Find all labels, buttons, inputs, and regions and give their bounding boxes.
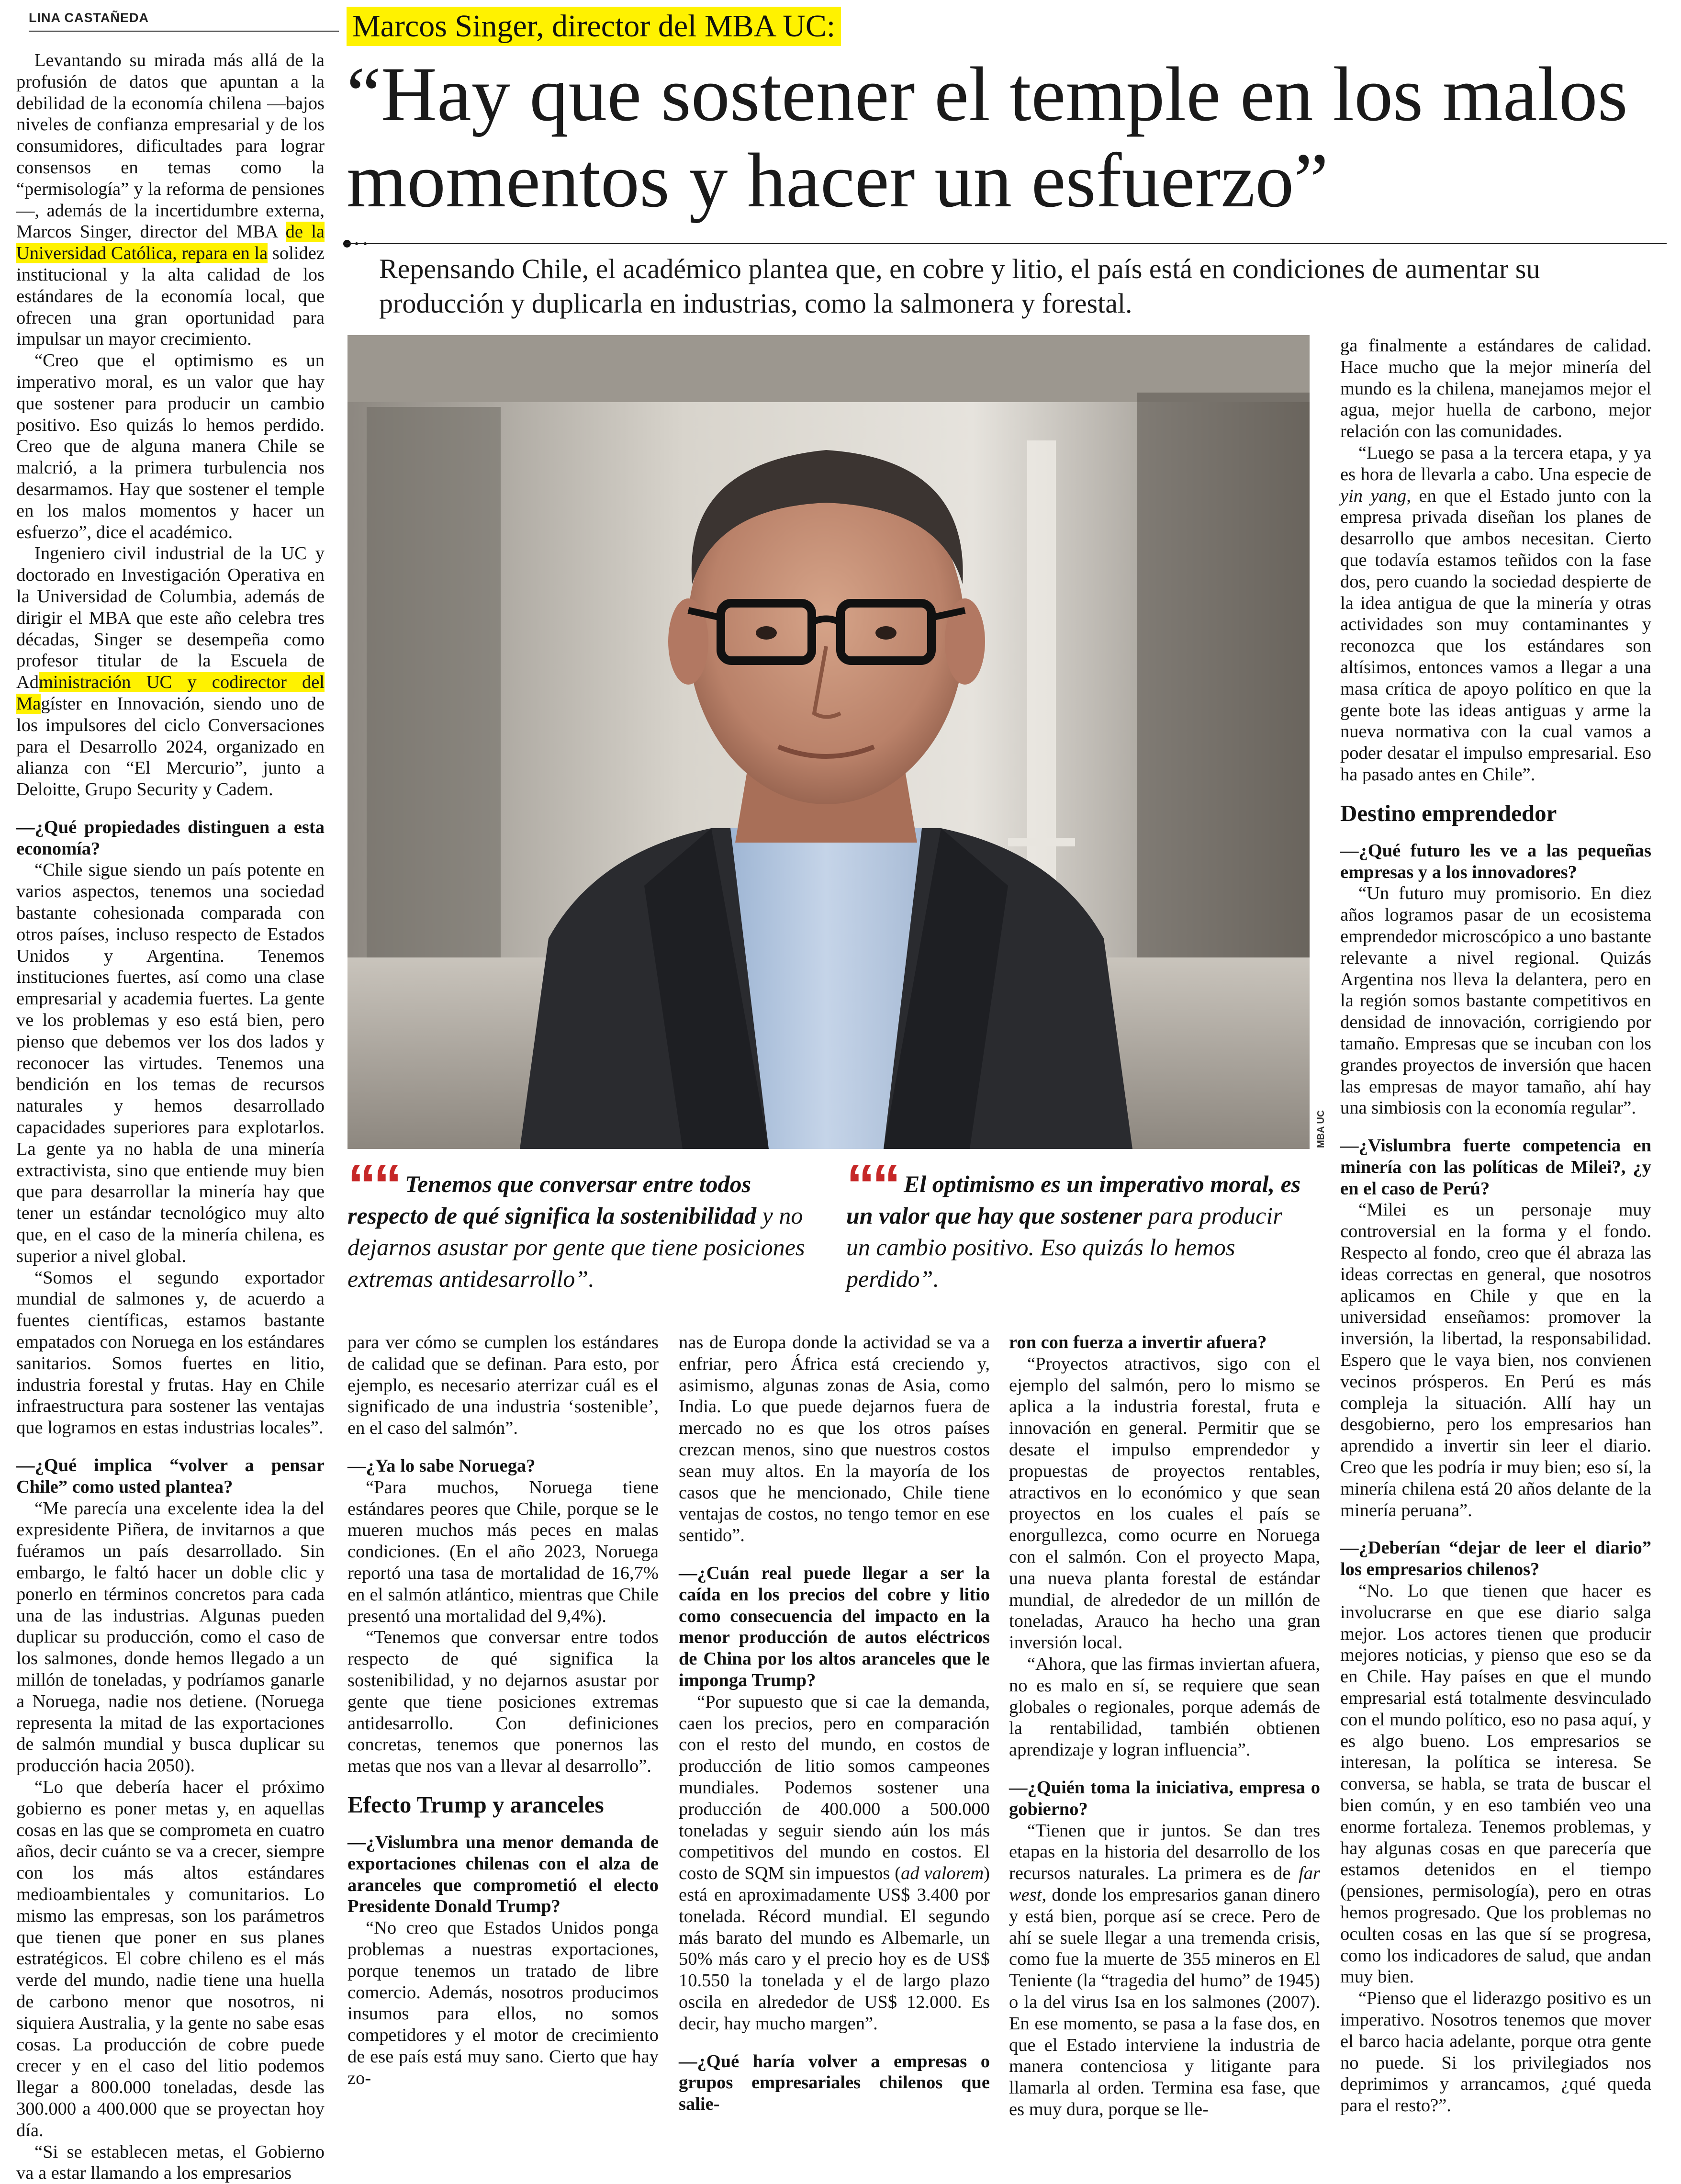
paragraph: “Proyectos atractivos, sigo con el ejemplo del salmón, pero lo mismo se aplica a la industria forestal, fruta e innovación en general. Permitir que se desate el impulso emprendedor y propuestas de proyectos rentables, atractivos en lo económico y que sean proyectos en los cuales el país se enorgullezca, como ocurre en Noruega con el salmón. Con el proyecto Mapa, una nueva planta forestal de estándar mundial, de alrededor de un millón de toneladas, Arauco ha hecho una gran inversión local. — [1009, 1353, 1320, 1654]
question: —¿Vislumbra una menor demanda de exportaciones chilenas con el alza de aranceles que comprometió el electo Presidente Donald Trump? — [347, 1832, 659, 1917]
paragraph: nas de Europa donde la actividad se va a enfriar, pero África está creciendo y, asimismo, algunas zonas de Asia, como India. Lo que puede dejarnos fuera de mercado no es que los otros países crezcan menos, sino que nuestros costos sean muy altos. En la mayoría de los casos que he mencionado, Chile tiene ventajas de costos, no tengo temor en ese sentido”. — [679, 1332, 990, 1546]
pull-quote-2 — [846, 1168, 1306, 1295]
paragraph — [16, 50, 325, 350]
pull-quote-2-rest: para producir un cambio positivo. Eso quizás lo hemos perdido”. — [846, 1202, 1282, 1292]
text-run: Levantando su mirada más allá de la profusión de datos que apuntan a la debilidad de la economía chilena —bajos niveles de confianza empresarial y de los consumidores, dificultades para lograr consensos en temas como la “permisología” y la reforma de pensiones—, además de la incertidumbre externa, Marcos Singer, director del MBA — [16, 50, 325, 242]
column-4 — [1009, 1332, 1320, 2079]
text-run: solidez institucional y la alta calidad de los estándares de la economía local, que ofrecen una gran oportunidad para impulsar un mayor crecimiento. — [16, 243, 325, 349]
column-5 — [1340, 335, 1651, 2080]
question: —¿Qué propiedades distinguen a esta economía? — [16, 817, 325, 860]
text-run: , donde los empresarios ganan dinero y está bien, porque así se crece. Pero de ahí se suele llegar a una tremenda crisis, como fue la muerte de 355 mineros en El Teniente (la “tragedia del humo” de 1945) o la del virus Isa en los salmones (2007). En ese momento, se pasa a la fase dos, en que el Estado interviene la industria de manera contenciosa y litigante para llamarla al orden. Termina esa fase, que es muy dura, porque se lle- — [1009, 1885, 1320, 2119]
pull-quote-1-rest: y no dejarnos asustar por gente que tiene posiciones extremas antidesarrollo”. — [347, 1202, 805, 1292]
paragraph — [679, 1691, 990, 2035]
paragraph: “Lo que debería hacer el próximo gobierno es poner metas y, en aquellas cosas en las que se comprometa en cuatro años, decir cuánto se va a crecer, siempre con los más altos estándares medioambientales y comunitarios. Lo mismo las empresas, son los parámetros que tienen que poner en sus planes estratégicos. El cobre chileno es el más verde del mundo, nadie tiene una huella de carbono menor que nosotros, ni siquiera Australia, y la gente no sabe esas cosas. La producción de cobre puede crecer y en el caso del litio podemos llegar a 800.000 toneladas, desde las 300.000 a 400.000 que se proyectan hoy día. — [16, 1777, 325, 2141]
section-heading: Efecto Trump y aranceles — [347, 1791, 659, 1818]
quote-mark-icon: ““ — [347, 1153, 399, 1217]
photo-credit — [1313, 1068, 1328, 1149]
byline-rule — [29, 31, 339, 32]
question: —¿Vislumbra fuerte competencia en minería con las políticas de Milei?, ¿y en el caso de Perú? — [1340, 1135, 1651, 1199]
paragraph: “Para muchos, Noruega tiene estándares peores que Chile, porque se le mueren muchos más peces en malas condiciones. (En el año 2023, Noruega reportó una tasa de mortalidad de 16,7% en el salmón atlántico, mientras que Chile presentó una mortalidad del 9,4%). — [347, 1477, 659, 1627]
text-run: Ingeniero civil industrial de la UC y doctorado en Investigación Operativa en la Universidad de Columbia, además de dirigir el MBA que este año celebra tres décadas, Singer se desempeña como profesor titular de la Escuela de Ad — [16, 543, 325, 692]
text-run: “Tienen que ir juntos. Se dan tres etapas en la historia del desarrollo de los recursos naturales. La primera es de — [1009, 1821, 1320, 1884]
dek-rule — [346, 243, 1667, 244]
column-3 — [679, 1332, 990, 2079]
paragraph: ga finalmente a estándares de calidad. Hace mucho que la mejor minería del mundo es la chilena, manejamos mejor el agua, mejor huella de carbono, mejor relación con las comunidades. — [1340, 335, 1651, 442]
paragraph: “Milei es un personaje muy controversial en la forma y el fondo. Respecto al fondo, creo que él abraza las ideas correctas en general, que nosotros aplicamos en Chile y que en la universidad enseñamos: promover la inversión, la libertad, la responsabilidad. Espero que le vaya bien, nos convienen vecinos prósperos. En Perú es más compleja la situación. Allí hay un desgobierno, pero los empresarios han aprendido a invertir sin leer el diario. Creo que les podría ir muy bien; eso sí, la minería chilena está 20 años delante de la minería peruana”. — [1340, 1199, 1651, 1521]
pull-quote-1 — [347, 1168, 807, 1295]
question: —¿Qué implica “volver a pensar Chile” como usted plantea? — [16, 1455, 325, 1498]
paragraph: para ver cómo se cumplen los estándares de calidad que se definan. Para esto, por ejemplo, es necesario aterrizar cuál es el significado de una industria ‘sostenible’, en el caso del salmón”. — [347, 1332, 659, 1439]
paragraph — [16, 543, 325, 800]
question: ron con fuerza a invertir afuera? — [1009, 1332, 1320, 1353]
paragraph: “Un futuro muy promisorio. En diez años logramos pasar de un ecosistema emprendedor microscópico a uno bastante relevante a nivel regional. Quizás Argentina nos lleva la delantera, pero en la región somos bastante competitivos en densidad de innovación, corrigiendo por tamaño. Empresas que se incuban con los grandes proyectos de inversión que hacen las empresas de mayor tamaño, ahí hay una simbiosis con la economía regular”. — [1340, 883, 1651, 1119]
question: —¿Qué haría volver a empresas o grupos empresariales chilenos que salie- — [679, 2051, 990, 2115]
italic-text: far west — [1009, 1863, 1320, 1905]
column-2 — [347, 1332, 659, 2079]
paragraph: “Si se establecen metas, el Gobierno va a estar llamando a los empresarios — [16, 2141, 325, 2184]
paragraph: “Tenemos que conversar entre todos respecto de qué significa la sostenibilidad, y no dejarnos asustar por gente que tiene posiciones extremas antidesarrollo. Con definiciones concretas, tenemos que ponernos las metas que nos van a llevar al desarrollo”. — [347, 1627, 659, 1777]
portrait-illustration — [347, 335, 1310, 1149]
paragraph: “Pienso que el liderazgo positivo es un imperativo. Nosotros tenemos que mover el barco hacia adelante, porque otra gente no puede. Si los privilegiados nos deprimimos y arrancamos, ¿qué queda para el resto?”. — [1340, 1988, 1651, 2116]
text-run: “Luego se pasa a la tercera etapa, y ya es hora de llevarla a cabo. Una especie de — [1340, 443, 1651, 484]
paragraph — [1009, 1820, 1320, 2120]
text-run: “Por supuesto que si cae la demanda, caen los precios, pero en comparación con el resto del mundo, en costos de producción de litio somos campeones mundiales. Podemos sostener una producción de 400.000 a 500.000 toneladas y seguir siendo aún los más competitivos del mundo en costos. El costo de SQM sin impuestos ( — [679, 1692, 990, 1883]
paragraph — [1340, 442, 1651, 786]
text-run: , en que el Estado junto con la empresa privada diseñan los planes de desarrollo que ambos necesitan. Cierto que todavía estamos teñidos con la fase dos, pero cuando la sociedad despierte de la idea antigua de que la minería y otras actividades son muy contaminantes y reconozca que los estándares son altísimos, entonces vamos a llegar a una masa crítica de apoyo político en que la gente bote las ideas antiguas y arme la nueva normativa con la cual vamos a poder desatar el impulso empresarial. Eso ha pasado antes en Chile”. — [1340, 486, 1651, 785]
section-heading: Destino emprendedor — [1340, 800, 1651, 827]
pull-quote-1-strong: Tenemos que conversar entre todos respecto de qué significa la sostenibilidad — [347, 1171, 756, 1229]
paragraph: “Chile sigue siendo un país potente en varios aspectos, tenemos una sociedad bastante cohesionada comparada con otros países, incluso respecto de Estados Unidos y Argentina. Tenemos instituciones fuertes, así como una clase empresarial y academia fuertes. La gente ve los problemas y eso está bien, pero pienso que debemos ver los dos lados y reconocer las virtudes. Tenemos una bendición en los temas de recursos naturales y hemos desarrollado capacidades superiores para explotarlos. La gente ya no habla de una minería extractivista, sino que entiende muy bien que para desarrollar la minería hay que tener un estándar tecnológico muy alto que, en el caso de la minería chilena, es superior a nivel global. — [16, 859, 325, 1267]
portrait-photo — [347, 335, 1310, 1149]
kicker: Marcos Singer, director del MBA UC: — [347, 7, 841, 46]
paragraph: “Creo que el optimismo es un imperativo moral, es un valor que hay que sostener para producir un cambio positivo. Eso quizás lo hemos perdido. Creo que de alguna manera Chile se malcrió, a la primera turbulencia nos desarmamos. Hay que sostener el temple en los malos momentos y hacer un esfuerzo”, dice el académico. — [16, 350, 325, 543]
dek: Repensando Chile, el académico plantea que, en cobre y litio, el país está en condiciones de aumentar su producción y duplicarla en industrias, como la salmonera y forestal. — [379, 252, 1662, 321]
question: —¿Ya lo sabe Noruega? — [347, 1455, 659, 1477]
paragraph: “Me parecía una excelente idea la del expresidente Piñera, de invitarnos a que fuéramos un país desarrollado. Sin embargo, le faltó hacer un doble clic y ponerlo en términos concretos para cada una de las industrias. Algunas pueden duplicar su producción, como el caso de los salmones, donde hemos llegado a un millón de toneladas, y podríamos ganarle a Noruega, nadie nos detiene. (Noruega representa la mitad de las exportaciones de salmón mundial y busca duplicar su producción hacia 2050). — [16, 1498, 325, 1777]
photo-credit-text: MBA UC — [1316, 1110, 1326, 1148]
question: —¿Quién toma la iniciativa, empresa o gobierno? — [1009, 1777, 1320, 1820]
paragraph: “No creo que Estados Unidos ponga problemas a nuestras exportaciones, porque tenemos un tratado de libre comercio. Además, nosotros producimos insumos para ellos, no somos competidores y el motor de crecimiento de ese país está muy sano. Cierto que hay zo- — [347, 1917, 659, 2089]
question: —¿Qué futuro les ve a las pequeñas empresas y a los innovadores? — [1340, 840, 1651, 883]
pull-quote-2-strong: El optimismo es un imperativo moral, es un valor que hay que sostener — [846, 1171, 1300, 1229]
paragraph: “Somos el segundo exportador mundial de salmones y, de acuerdo a fuentes científicas, estamos bastante empatados con Noruega en los estándares sanitarios. Somos fuertes en litio, industria forestal y frutas. Hay en Chile infraestructura para sostener las ventajas que logramos en estas industrias locales”. — [16, 1267, 325, 1439]
italic-text: yin yang — [1340, 486, 1406, 506]
italic-text: ad valorem — [901, 1863, 984, 1883]
text-run: gíster en Innovación, siendo uno de los impulsores del ciclo Conversaciones para el Desarrollo 2024, organizado en alianza con “El Mercurio”, junto a Deloitte, Grupo Security y Cadem. — [16, 694, 325, 799]
text-run: ) está en aproximadamente US$ 3.400 por tonelada. Récord mundial. El segundo más barato del mundo es Albemarle, un 50% más caro y el precio hoy es de US$ 10.550 la tonelada y el de largo plazo oscila en alrededor de US$ 12.000. Es decir, hay mucho margen”. — [679, 1863, 990, 2034]
column-1 — [16, 50, 325, 2080]
headline: “Hay que sostener el temple en los malos momentos y hacer un esfuerzo” — [347, 52, 1668, 224]
byline: LINA CASTAÑEDA — [29, 11, 149, 25]
question: —¿Deberían “dejar de leer el diario” los empresarios chilenos? — [1340, 1537, 1651, 1580]
quote-mark-icon: ““ — [846, 1153, 898, 1217]
paragraph: “Ahora, que las firmas inviertan afuera, no es malo en sí, se requiere que sean globales o regionales, porque además de la rentabilidad, también obtienen aprendizaje y logran influencia”. — [1009, 1654, 1320, 1761]
highlighted-text: de la Universidad Católica, repara en la — [16, 222, 325, 263]
question: —¿Cuán real puede llegar a ser la caída en los precios del cobre y litio como consecuencia del impacto en la menor producción de autos eléctricos de China por los altos aranceles que le imponga Trump? — [679, 1563, 990, 1691]
highlighted-text: ministración UC y codirector del Ma — [16, 672, 325, 714]
paragraph: “No. Lo que tienen que hacer es involucrarse en que ese diario salga mejor. Los actores tienen que producir mejores noticias, y pienso que eso se da en Chile. Hay países en que el mundo empresarial está totalmente desvinculado con el mundo político, eso no pasa aquí, y es algo bueno. Los empresarios se interesan, la política se interesa. Se conversa, se habla, se trata de buscar el bien común, y en eso también veo una enorme fortaleza. Tenemos problemas, y hay algunas cosas en que parecería que estamos detenidos en el tiempo (pensiones, permisología), pero en otras hemos progresado. Que los problemas no oculten cosas en las que sí se progresa, como los indicadores de salud, que andan muy bien. — [1340, 1580, 1651, 1988]
